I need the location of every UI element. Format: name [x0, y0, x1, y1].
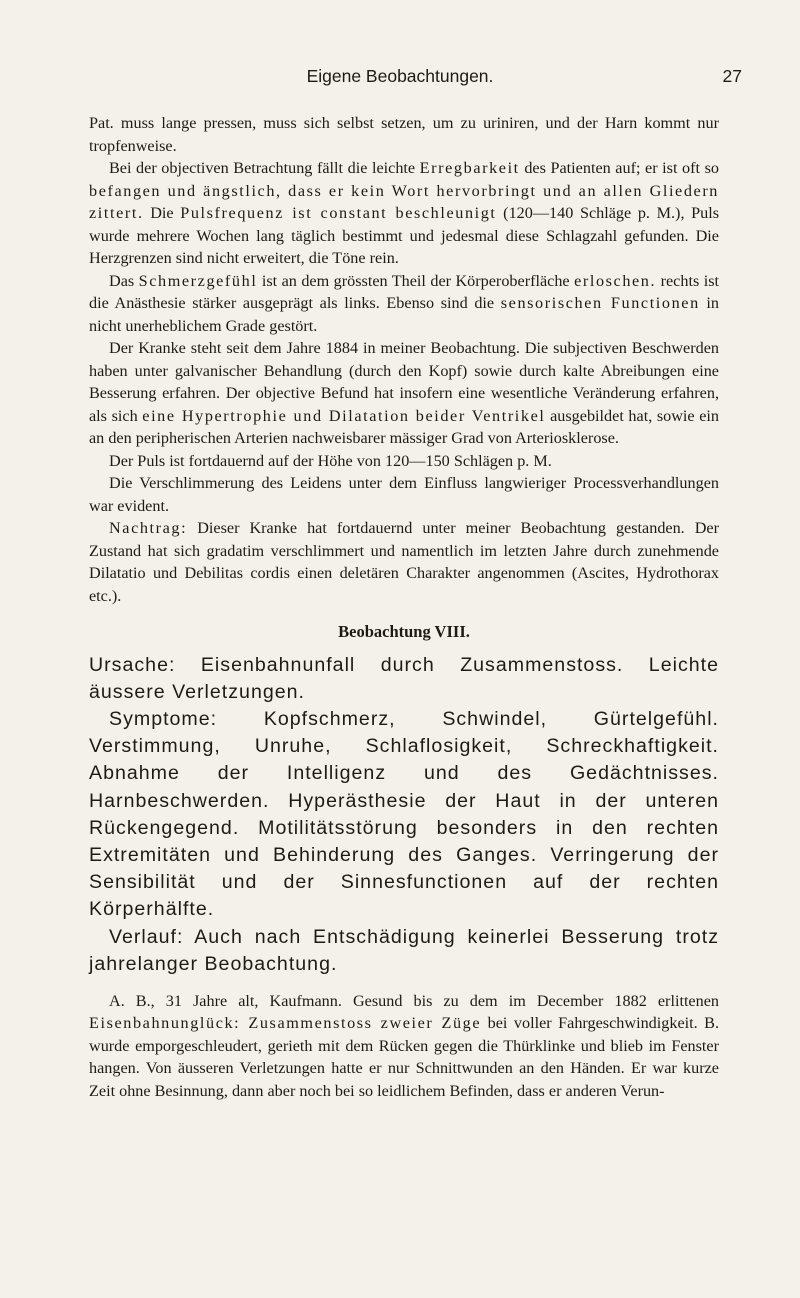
paragraph-5 [89, 450, 719, 473]
paragraph-8 [89, 990, 719, 1103]
page-number: 27 [722, 66, 742, 86]
p3-f: sensorischen Functionen [500, 294, 700, 312]
p3-d: erloschen. [574, 271, 657, 290]
p2-e: Die [143, 204, 181, 222]
p8-b: Eisenbahnunglück: Zusammenstoss zweier Züge [89, 1014, 482, 1033]
p2-c: des Patienten auf; er ist oft so [519, 159, 719, 177]
p4-tail: ausgebildet hat, sowie ein an den peripherischen Arterien nachweisbarer mässiger Grad von Arteriosklerose. [89, 406, 719, 447]
paragraph-6 [89, 472, 719, 517]
p6-text: Die Verschlimmerung des Leidens unter dem Einfluss langwieriger Processverhandlungen war evident. [89, 474, 719, 515]
case-summary [89, 652, 719, 978]
p2-g: (120—140 Schläge p. M.), Puls wurde mehrere Wochen lang täglich bestimmt und jedesmal diese Schlagzahl gefunden. Die Herzgrenzen sind nicht erweitert, die Töne rein. [89, 204, 720, 267]
p4-text: Der Kranke steht seit dem Jahre 1884 in meiner Beobachtung. Die subjectiven Beschwerden haben unter galvanischer Behandlung (durch den Kopf) sowie durch kalte Abreibungen eine Besserung erfahren. Der objective Befund hat insofern eine wesentliche Veränderung erfahren, als sich [89, 339, 719, 425]
paragraph-2 [89, 157, 719, 270]
summary-symptome: Symptome: Kopfschmerz, Schwindel, Gürtelgefühl. Verstimmung, Unruhe, Schlaflosigkeit, Schreckhaftigkeit. Abnahme der Intelligenz und des Gedächtnisses. Harnbeschwerden. Hyperästhesie der Haut in der unteren Rückengegend. Motilitätsstörung besonders in den rechten Extremitäten und Behinderung des Ganges. Verringerung der Sensibilität und der Sinnesfunctionen auf der rechten Körperhälfte. [89, 707, 719, 921]
p2-b: Erregbarkeit [419, 159, 520, 177]
p8-a: A. B., 31 Jahre alt, Kaufmann. Gesund bis zu dem im December 1882 erlittenen [109, 991, 719, 1010]
p2-f: Pulsfrequenz ist constant beschleunigt [180, 204, 497, 222]
p7-text: Dieser Kranke hat fortdauernd unter meiner Beobachtung gestanden. Der Zustand hat sich gradatim verschlimmert und namentlich im letzten Jahre durch zunehmende Dilatatio und Debilitas cordis einen deletären Charakter angenommen (Ascites, Hydrothorax etc.). [89, 519, 719, 605]
summary-verlauf: Verlauf: Auch nach Entschädigung keinerlei Besserung trotz jahrelanger Beobachtung. [89, 925, 719, 975]
paragraph-1-text: Pat. muss lange pressen, muss sich selbst setzen, um zu uriniren, und der Harn kommt nur tropfenweise. [89, 114, 719, 155]
p4-spaced: eine Hypertrophie und Dilatation beider Ventrikel [142, 406, 546, 425]
running-title: Eigene Beobachtungen. [306, 66, 494, 86]
p8-c: bei voller Fahrgeschwindigkeit. B. wurde emporgeschleudert, gerieth mit dem Rücken gegen die Thürklinke und blieb im Fenster hangen. Von äusseren Verletzungen hatte er nur Schnittwunden an den Händen. Er war kurze Zeit ohne Besinnung, dann aber noch bei so leidlichem Befinden, dass er anderen Verun- [89, 1014, 720, 1100]
p5-text: Der Puls ist fortdauernd auf der Höhe von 120—150 Schlägen p. M. [109, 451, 552, 470]
paragraph-7 [89, 517, 719, 607]
p3-e: rechts ist die Anästhesie stärker ausgeprägt als links. Ebenso sind die [89, 271, 719, 312]
p7-label: Nachtrag: [109, 519, 188, 537]
p3-g: in nicht unerheblichem Grade gestört. [89, 294, 719, 335]
p3-b: Schmerzgefühl [138, 271, 258, 290]
p3-a: Das [109, 271, 139, 290]
paragraph-1 [89, 112, 719, 157]
p2-d: befangen und ängstlich, dass er kein Wort hervorbringt und an allen Gliedern zittert. [89, 181, 719, 222]
paragraph-3 [89, 270, 719, 338]
p2-a: Bei der objectiven Betrachtung fällt die leichte [109, 159, 420, 177]
page-header [0, 66, 800, 90]
p3-c: ist an dem grössten Theil der Körperoberfläche [257, 271, 575, 290]
paragraph-4 [89, 337, 719, 450]
section-heading: Beobachtung VIII. [338, 622, 470, 641]
summary-ursache: Ursache: Eisenbahnunfall durch Zusammenstoss. Leichte äussere Verletzungen. [89, 653, 719, 703]
body-text [89, 112, 719, 1102]
